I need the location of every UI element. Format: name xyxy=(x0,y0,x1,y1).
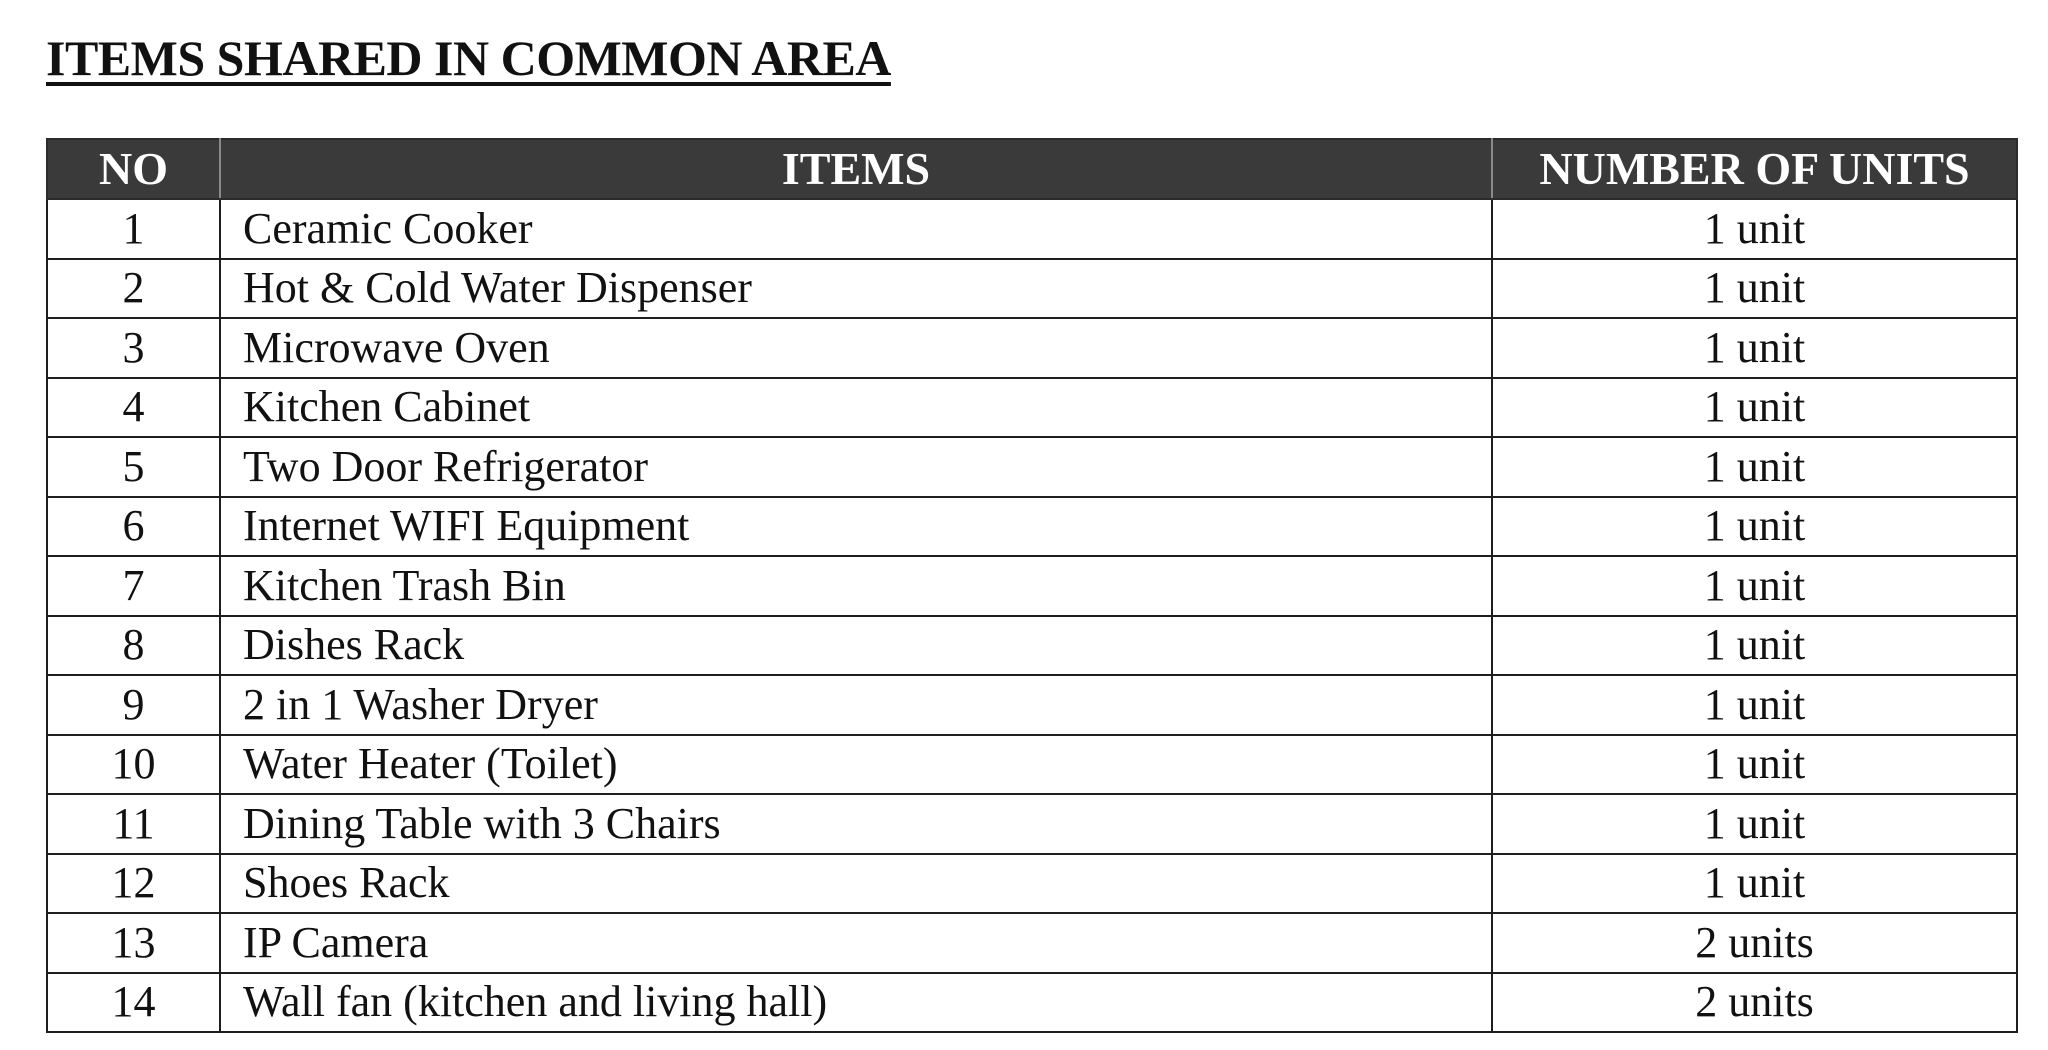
table-row xyxy=(47,616,2017,676)
item-name: Kitchen Trash Bin xyxy=(220,556,1492,616)
item-units: 1 unit xyxy=(1492,556,2017,616)
row-number: 14 xyxy=(47,973,220,1033)
item-name: Wall fan (kitchen and living hall) xyxy=(220,973,1492,1033)
item-units: 1 unit xyxy=(1492,259,2017,319)
table-row xyxy=(47,259,2017,319)
header-no: NO xyxy=(47,139,220,199)
row-number: 2 xyxy=(47,259,220,319)
row-number: 7 xyxy=(47,556,220,616)
row-number: 8 xyxy=(47,616,220,676)
table-row xyxy=(47,735,2017,795)
row-number: 10 xyxy=(47,735,220,795)
item-name: Kitchen Cabinet xyxy=(220,378,1492,438)
item-units: 1 unit xyxy=(1492,497,2017,557)
header-number-of-units: NUMBER OF UNITS xyxy=(1492,139,2017,199)
item-name: Dishes Rack xyxy=(220,616,1492,676)
item-units: 1 unit xyxy=(1492,794,2017,854)
table-row xyxy=(47,318,2017,378)
table-row xyxy=(47,497,2017,557)
row-number: 12 xyxy=(47,854,220,914)
item-name: Ceramic Cooker xyxy=(220,199,1492,259)
item-units: 1 unit xyxy=(1492,675,2017,735)
item-units: 1 unit xyxy=(1492,437,2017,497)
item-units: 1 unit xyxy=(1492,616,2017,676)
row-number: 9 xyxy=(47,675,220,735)
row-number: 5 xyxy=(47,437,220,497)
item-units: 2 units xyxy=(1492,973,2017,1033)
table-row xyxy=(47,437,2017,497)
item-name: Microwave Oven xyxy=(220,318,1492,378)
item-units: 1 unit xyxy=(1492,318,2017,378)
table-row xyxy=(47,675,2017,735)
table-row xyxy=(47,913,2017,973)
item-units: 1 unit xyxy=(1492,854,2017,914)
document-title: ITEMS SHARED IN COMMON AREA xyxy=(46,30,891,86)
row-number: 3 xyxy=(47,318,220,378)
row-number: 11 xyxy=(47,794,220,854)
item-name: 2 in 1 Washer Dryer xyxy=(220,675,1492,735)
table-row xyxy=(47,794,2017,854)
row-number: 1 xyxy=(47,199,220,259)
item-units: 1 unit xyxy=(1492,735,2017,795)
table-header xyxy=(47,139,2017,199)
table-row xyxy=(47,556,2017,616)
header-row xyxy=(47,139,2017,199)
item-units: 1 unit xyxy=(1492,199,2017,259)
item-name: IP Camera xyxy=(220,913,1492,973)
table-body xyxy=(47,199,2017,1032)
item-name: Shoes Rack xyxy=(220,854,1492,914)
table-row xyxy=(47,854,2017,914)
table-row xyxy=(47,199,2017,259)
header-items: ITEMS xyxy=(220,139,1492,199)
item-name: Internet WIFI Equipment xyxy=(220,497,1492,557)
item-units: 2 units xyxy=(1492,913,2017,973)
item-name: Hot & Cold Water Dispenser xyxy=(220,259,1492,319)
item-name: Two Door Refrigerator xyxy=(220,437,1492,497)
row-number: 4 xyxy=(47,378,220,438)
row-number: 6 xyxy=(47,497,220,557)
item-name: Dining Table with 3 Chairs xyxy=(220,794,1492,854)
row-number: 13 xyxy=(47,913,220,973)
item-units: 1 unit xyxy=(1492,378,2017,438)
table-row xyxy=(47,973,2017,1033)
table-row xyxy=(47,378,2017,438)
shared-items-table xyxy=(46,138,2018,1033)
item-name: Water Heater (Toilet) xyxy=(220,735,1492,795)
